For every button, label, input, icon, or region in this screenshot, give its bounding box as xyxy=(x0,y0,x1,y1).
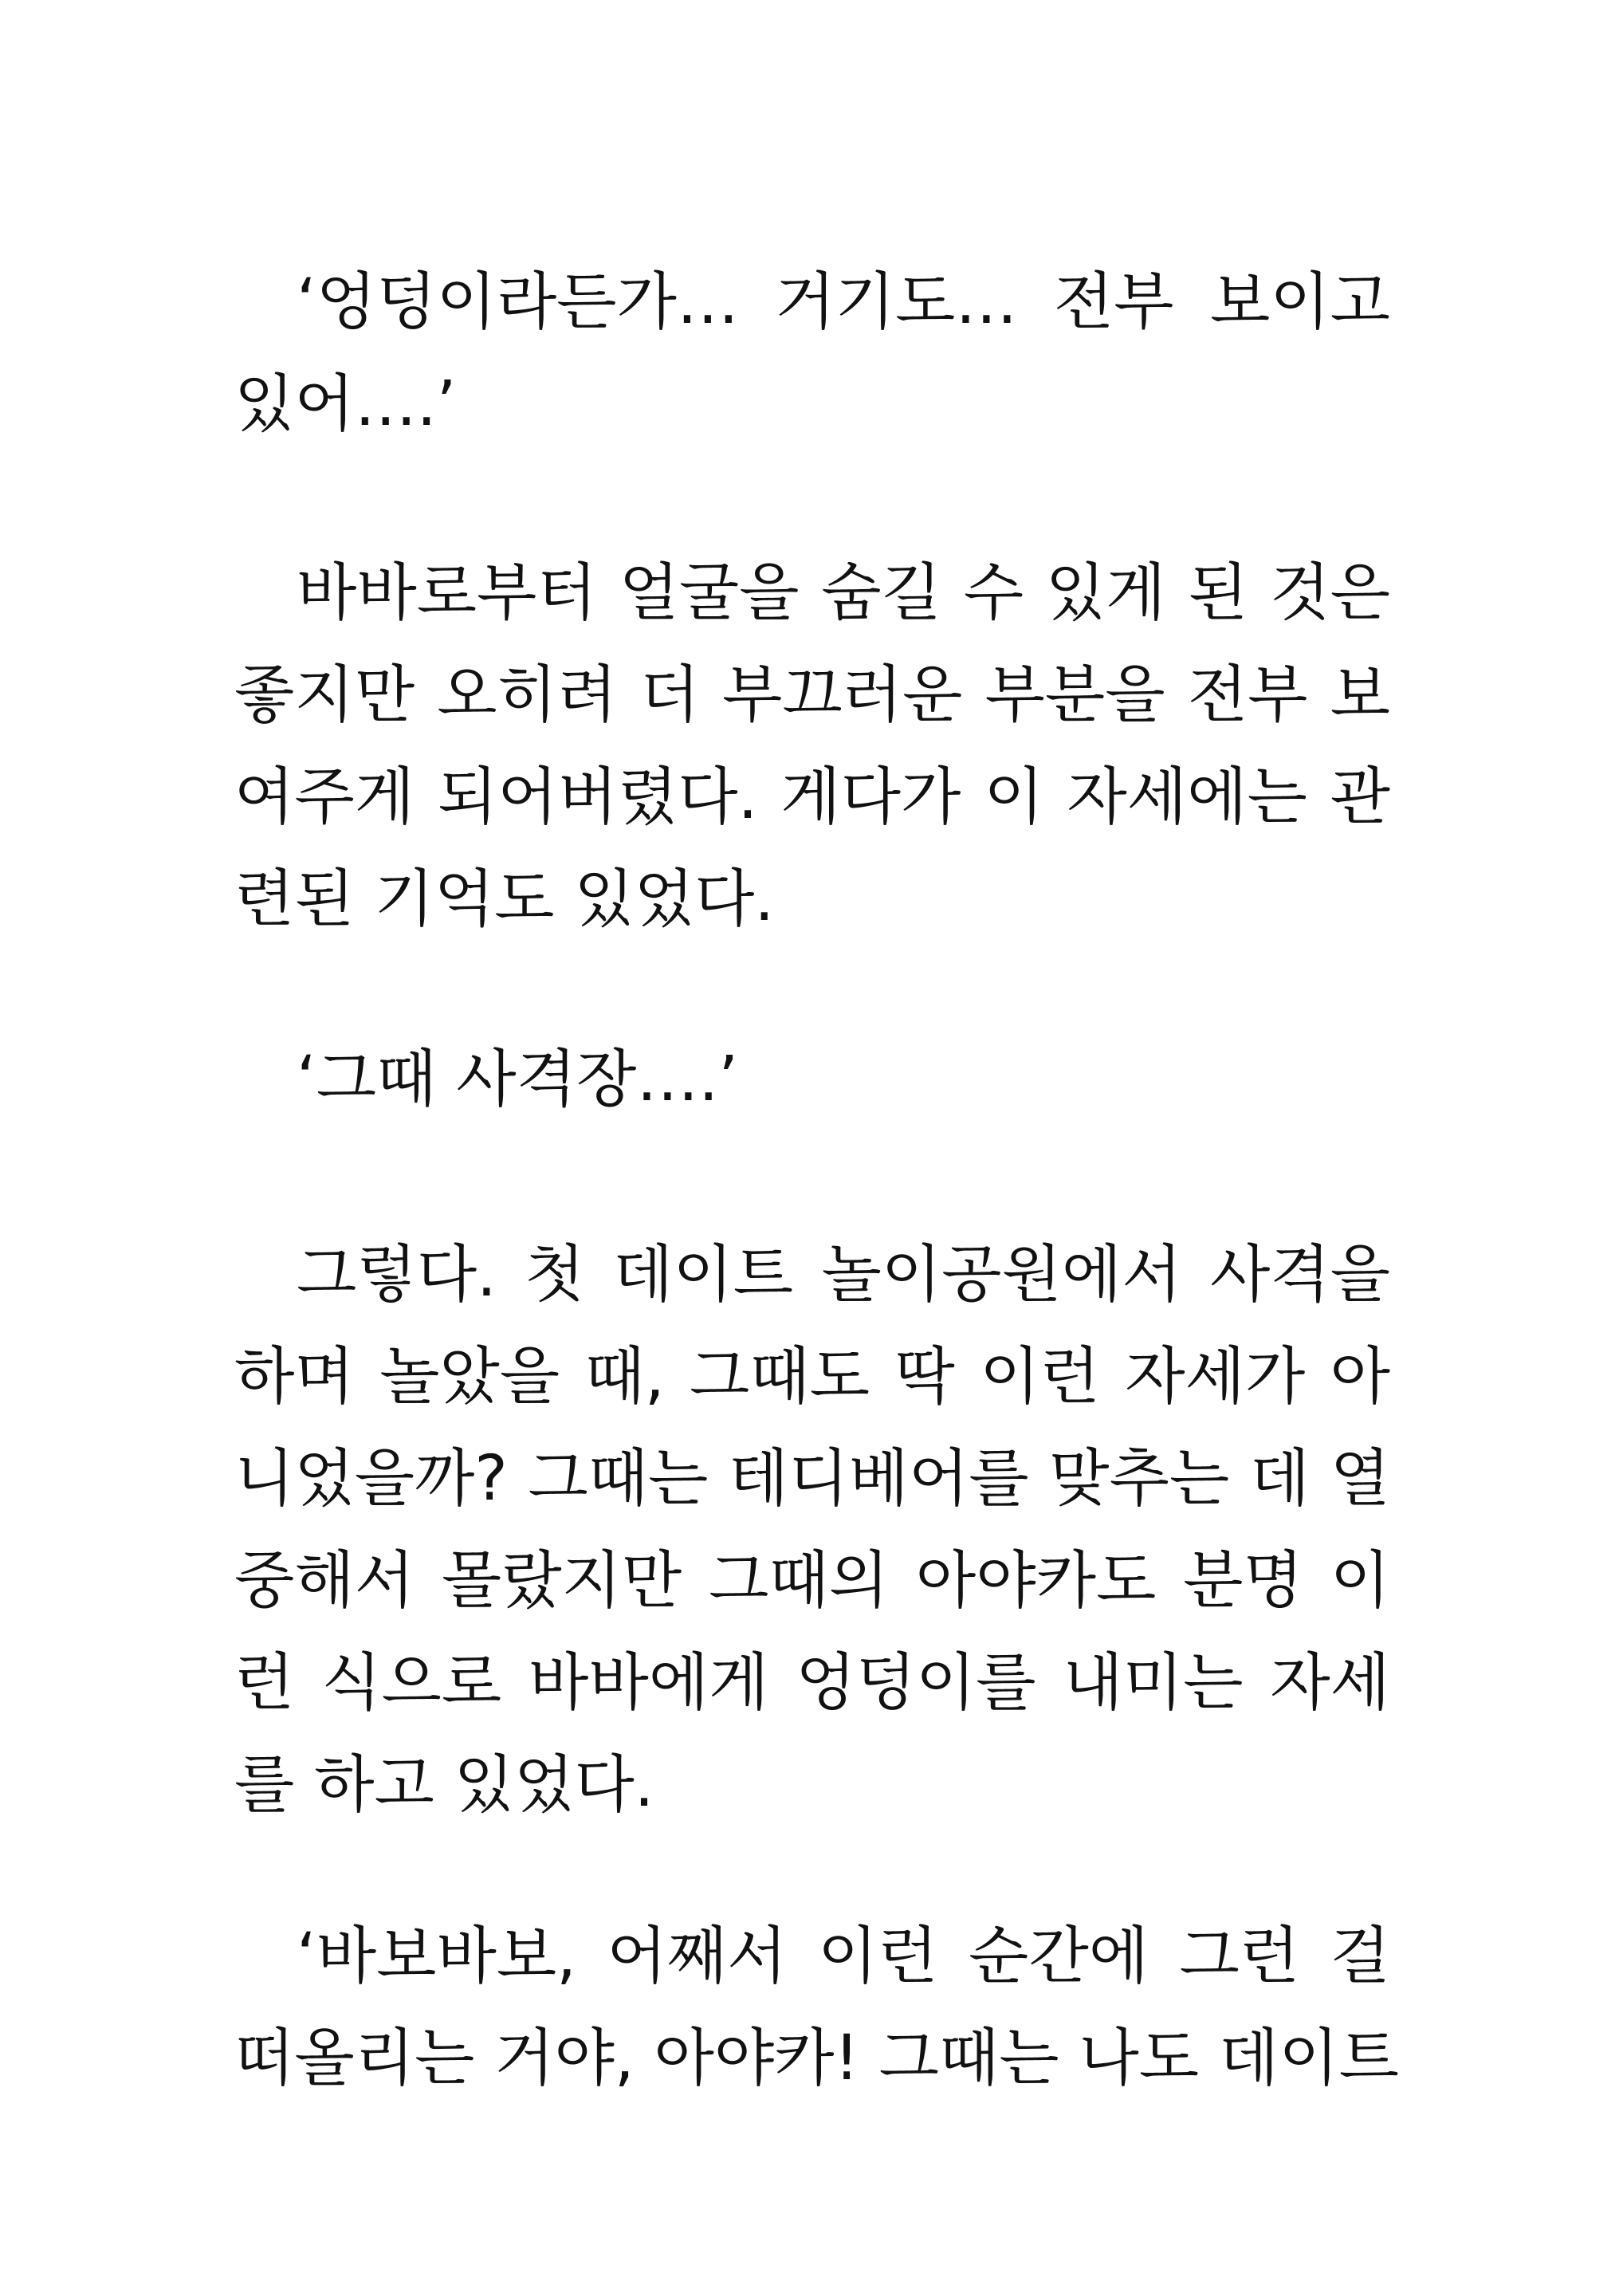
text-line: 하며 놀았을 때, 그때도 딱 이런 자세가 아 xyxy=(234,1341,1390,1413)
text-line: 를 하고 있었다. xyxy=(234,1749,654,1821)
text-line: 런 식으로 바바에게 엉덩이를 내미는 자세 xyxy=(234,1647,1390,1719)
paragraph xyxy=(234,251,1390,455)
text-line: 여주게 되어버렸다. 게다가 이 자세에는 관 xyxy=(234,761,1390,833)
paragraph xyxy=(234,1028,1390,1130)
text-line: 바바로부터 얼굴을 숨길 수 있게 된 것은 xyxy=(297,557,1390,629)
text-line: 그렇다. 첫 데이트 놀이공원에서 사격을 xyxy=(297,1239,1390,1311)
text-line: ‘엉덩이라든가… 거기도… 전부 보이고 xyxy=(297,266,1390,338)
text-line: 좋지만 오히려 더 부끄러운 부분을 전부 보 xyxy=(234,659,1390,731)
paragraph xyxy=(234,542,1390,950)
text-line: 있어….’ xyxy=(234,368,457,440)
text-line: 니었을까? 그때는 테디베어를 맞추는 데 열 xyxy=(234,1443,1390,1515)
text-line: 떠올리는 거야, 아야카! 그때는 나도 데이트 xyxy=(234,2023,1399,2094)
text-line: ‘그때 사격장….’ xyxy=(297,1044,738,1115)
paragraph xyxy=(234,1224,1390,1836)
paragraph xyxy=(234,1905,1399,2109)
text-line: 중해서 몰랐지만 그때의 아야카도 분명 이 xyxy=(234,1545,1390,1617)
text-line: ‘바보바보, 어째서 이런 순간에 그런 걸 xyxy=(297,1921,1390,1992)
text-line: 련된 기억도 있었다. xyxy=(234,863,775,935)
